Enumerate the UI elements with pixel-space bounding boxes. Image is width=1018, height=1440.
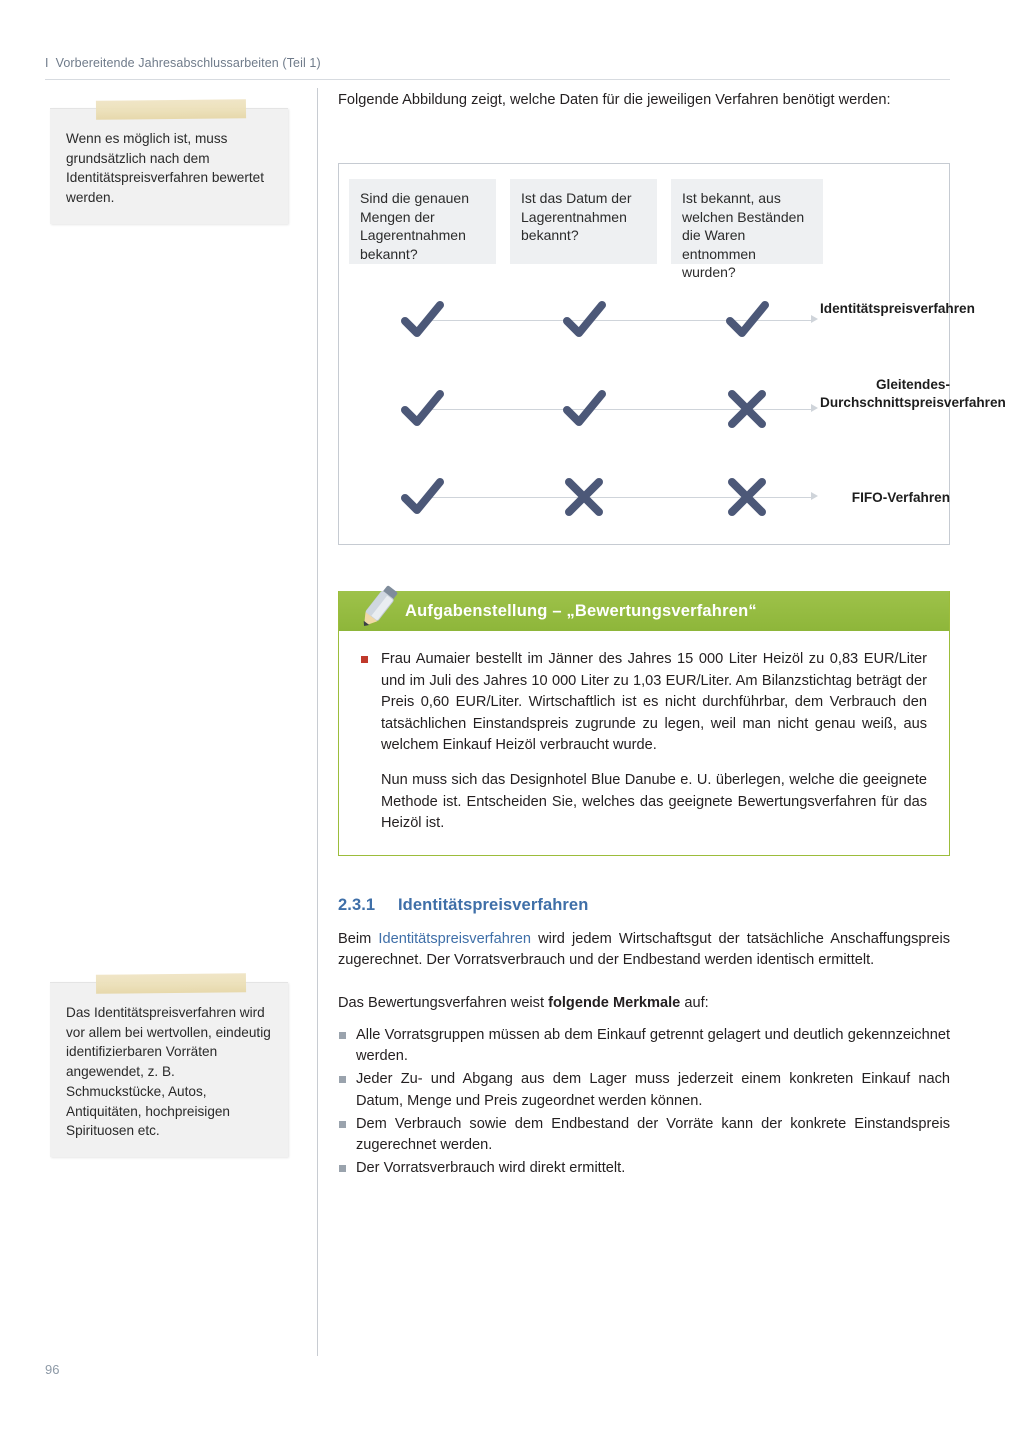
list-item bbox=[338, 1114, 950, 1157]
figure-mark-check bbox=[399, 386, 445, 432]
figure-arrow-head-1 bbox=[811, 315, 818, 323]
section-paragraph-2 bbox=[338, 993, 950, 1014]
pencil-icon bbox=[355, 581, 399, 633]
list-item-text: Jeder Zu- und Abgang aus dem Lager muss jederzeit einem konkreten Einkauf nach Datum, Menge und Preis zugeordnet werden können. bbox=[356, 1071, 950, 1109]
figure-mark-cross bbox=[724, 386, 770, 432]
margin-note-2-text: Das Identitätspreisverfahren wird vor allem bei wertvollen, eindeutig identifizierbaren Vorräten angewendet, z. B. Schmuckstücke, Autos, Antiquitäten, hochpreisigen Spirituosen etc. bbox=[66, 1005, 271, 1139]
figure-result-label-3: FIFO-Verfahren bbox=[851, 490, 950, 506]
figure-mark-check bbox=[399, 474, 445, 520]
paragraph-2-post: auf: bbox=[680, 995, 709, 1012]
figure-arrow-head-2 bbox=[811, 404, 818, 412]
section-title: Identitätspreisverfahren bbox=[398, 895, 589, 914]
figure-question-3: Ist bekannt, aus welchen Beständen die Waren entnommen wurden? bbox=[671, 179, 823, 264]
list-item-text: Alle Vorratsgruppen müssen ab dem Einkauf getrennt gelagert und deutlich gekennzeichnet werden. bbox=[356, 1026, 950, 1064]
tape-strip-icon bbox=[96, 973, 246, 994]
list-item bbox=[338, 1158, 950, 1179]
section-heading bbox=[338, 896, 950, 915]
bullet-square-icon bbox=[339, 1165, 346, 1172]
header-chapter-number: I bbox=[45, 56, 49, 70]
paragraph-1-post: wird jedem Wirtschaftsgut der tatsächliche Anschaffungspreis zugerechnet. Der Vorratsverbrauch und der Endbestand werden identisch ermittelt. bbox=[338, 930, 951, 969]
figure-arrow-head-3 bbox=[811, 492, 818, 500]
paragraph-1-pre: Beim bbox=[338, 930, 379, 947]
bullet-square-icon bbox=[339, 1032, 346, 1039]
header-chapter-title: Vorbereitende Jahresabschlussarbeiten (Teil 1) bbox=[55, 56, 321, 70]
intro-paragraph: Folgende Abbildung zeigt, welche Daten für die jeweiligen Verfahren benötigt werden: bbox=[338, 92, 891, 108]
paragraph-2-bold: folgende Merkmale bbox=[548, 995, 681, 1012]
merkmale-bullet-list bbox=[338, 1025, 950, 1180]
column-divider bbox=[317, 88, 318, 1356]
margin-note-1 bbox=[50, 108, 288, 224]
figure-question-1: Sind die genauen Mengen der Lagerentnahmen bekannt? bbox=[349, 179, 496, 264]
paragraph-1-term: Identitätspreisverfahren bbox=[378, 930, 531, 947]
figure-result-label-2: Gleitendes-Durchschnittspreisverfahren bbox=[820, 377, 1006, 411]
section-number: 2.3.1 bbox=[338, 895, 376, 914]
figure-mark-cross bbox=[561, 474, 607, 520]
figure-question-2: Ist das Datum der Lagerentnahmen bekannt? bbox=[510, 179, 657, 264]
decision-figure bbox=[338, 163, 1006, 545]
header-divider bbox=[45, 79, 950, 80]
bullet-square-icon bbox=[361, 656, 368, 663]
figure-mark-check bbox=[561, 297, 607, 343]
paragraph-2-pre: Das Bewertungsverfahren weist bbox=[338, 995, 549, 1012]
figure-mark-cross bbox=[724, 474, 770, 520]
margin-note-1-text: Wenn es möglich ist, muss grundsätzlich nach dem Identitätspreisverfahren bewertet werden. bbox=[66, 131, 264, 206]
task-paragraph: Nun muss sich das Designhotel Blue Danube e. U. überlegen, welche die geeignete Methode ist. Entscheiden Sie, welches das geeignete Bewertungsverfahren für das Heizöl ist. bbox=[381, 772, 927, 832]
list-item-text: Dem Verbrauch sowie dem Endbestand der Vorräte kann der konkrete Einstandspreis zugerechnet werden. bbox=[356, 1115, 950, 1154]
bullet-square-icon bbox=[339, 1076, 346, 1083]
figure-result-label-1: Identitätspreisverfahren bbox=[820, 301, 975, 317]
running-header bbox=[45, 56, 950, 70]
task-box bbox=[338, 591, 950, 856]
main-content-column bbox=[338, 90, 1006, 1182]
paragraph-spacer bbox=[338, 981, 950, 993]
list-item bbox=[338, 1025, 950, 1068]
list-item bbox=[338, 1069, 950, 1112]
page-number: 96 bbox=[45, 1362, 60, 1377]
bullet-square-icon bbox=[339, 1121, 346, 1128]
list-item-text: Der Vorratsverbrauch wird direkt ermittelt. bbox=[356, 1160, 626, 1177]
figure-mark-check bbox=[561, 386, 607, 432]
task-box-body bbox=[339, 631, 949, 855]
task-box-header bbox=[339, 591, 949, 631]
margin-note-2 bbox=[50, 982, 288, 1157]
figure-mark-check bbox=[724, 297, 770, 343]
task-bullet-item bbox=[361, 649, 927, 756]
task-box-title: Aufgabenstellung – „Bewertungsverfahren“ bbox=[405, 601, 757, 620]
figure-mark-check bbox=[399, 297, 445, 343]
section-paragraph-1 bbox=[338, 929, 950, 972]
task-bullet-text: Frau Aumaier bestellt im Jänner des Jahres 15 000 Liter Heizöl zu 0,83 EUR/Liter und im Juli des Jahres 10 000 Liter zu 1,03 EUR/Liter. Am Bilanzstichtag beträgt der Preis 0,60 EUR/Liter. Wirtschaftlich ist es nicht durchführbar, dem Verbrauch den tatsächlichen Einstandspreis zugrunde zu legen, weil man nicht genau weiß, aus welchem Einkauf Heizöl verbraucht wurde. bbox=[381, 651, 927, 754]
tape-strip-icon bbox=[96, 99, 246, 120]
